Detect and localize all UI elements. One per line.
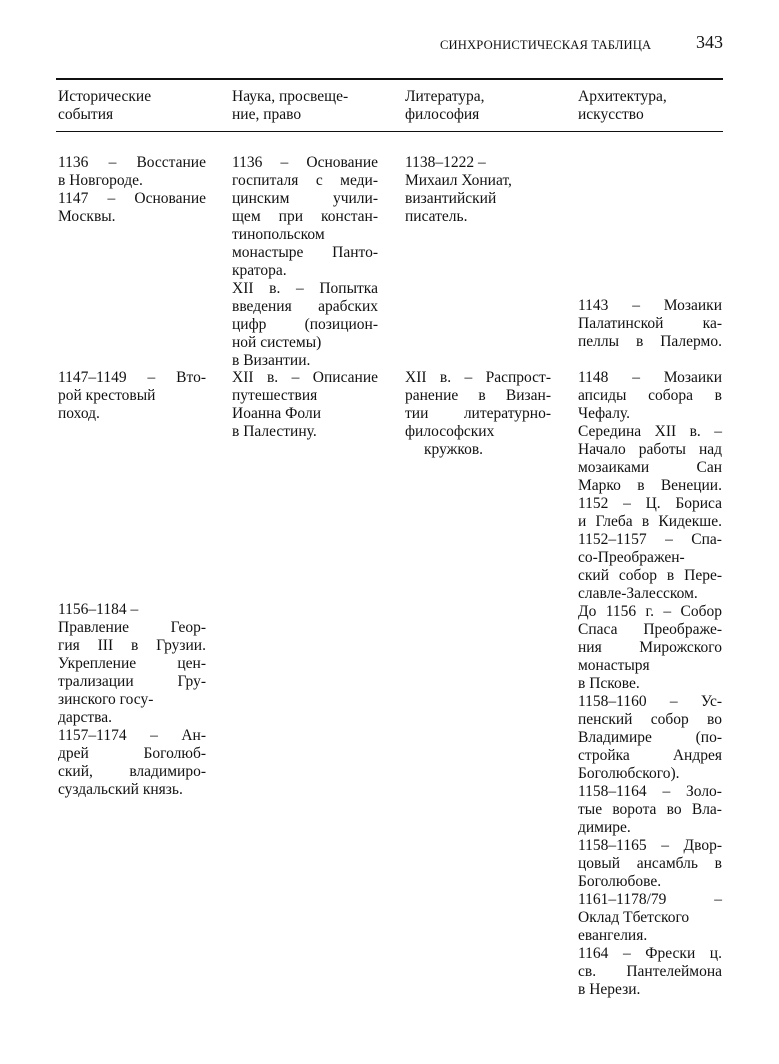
table-cell-line: Начало работы над bbox=[578, 441, 722, 458]
table-cell-line: кружков. bbox=[424, 441, 484, 458]
table-cell-line: До 1156 г. – Собор bbox=[578, 603, 722, 620]
table-cell-line: 1156–1184 – bbox=[58, 601, 139, 618]
column-heading-line: философия bbox=[405, 106, 480, 123]
column-heading-literature-philosophy bbox=[405, 88, 485, 124]
table-cell-line: стройка Андрея bbox=[578, 747, 722, 764]
table-cell-line: 1158–1165 – Двор- bbox=[578, 837, 722, 854]
column-heading-science-law bbox=[232, 88, 348, 124]
column-heading-line: искусство bbox=[578, 106, 644, 123]
table-header-rule bbox=[56, 131, 723, 132]
running-title: СИНХРОНИСТИЧЕСКАЯ ТАБЛИЦА bbox=[440, 38, 652, 52]
table-cell-line: цовый ансамбль в bbox=[578, 855, 722, 872]
table-cell-line: 1158–1160 – Ус- bbox=[578, 693, 722, 710]
table-cell-line: введения арабских bbox=[232, 298, 378, 315]
table-cell-line: димире. bbox=[578, 819, 631, 836]
column-heading-line: Наука, просвеще- bbox=[232, 88, 349, 105]
table-cell-line: дрей Боголюб- bbox=[58, 745, 206, 762]
table-cell-line: ский, владимиро- bbox=[58, 763, 206, 780]
table-cell-line: XII в. – Распрост- bbox=[405, 369, 551, 386]
table-cell-line: монастыря bbox=[578, 657, 650, 674]
table-cell-literature-2 bbox=[405, 369, 551, 459]
table-cell-line: Иоанна Фоли bbox=[232, 405, 321, 422]
column-heading-historical-events bbox=[58, 88, 151, 124]
table-cell-line: ранение в Визан- bbox=[405, 387, 551, 404]
table-cell-line: Укрепление цен- bbox=[58, 655, 206, 672]
table-cell-line: мозаиками Сан bbox=[578, 459, 722, 476]
running-head bbox=[440, 32, 725, 54]
table-cell-line: 1136 – Восстание bbox=[58, 154, 206, 171]
table-cell-line: 1136 – Основание bbox=[232, 154, 378, 171]
table-cell-line: 1158–1164 – Золо- bbox=[578, 783, 722, 800]
table-cell-line: зинского госу- bbox=[58, 691, 154, 708]
table-cell-historical-3 bbox=[58, 601, 206, 799]
table-cell-line: 1143 – Мозаики bbox=[578, 297, 722, 314]
table-cell-line: 1147 – Основание bbox=[58, 190, 206, 207]
column-heading-line: ние, право bbox=[232, 106, 302, 123]
table-cell-line: цинским учили- bbox=[232, 190, 378, 207]
table-cell-line: Спаса Преображе- bbox=[578, 621, 722, 638]
table-cell-line: тии литературно- bbox=[405, 405, 551, 422]
table-cell-line: Чефалу. bbox=[578, 405, 631, 422]
table-cell-line: 1138–1222 – bbox=[405, 154, 486, 171]
table-cell-art-1 bbox=[578, 297, 722, 351]
table-cell-line: монастыре Панто- bbox=[232, 244, 378, 261]
table-cell-line: Оклад Тбетского bbox=[578, 909, 690, 926]
table-cell-line: ной системы) bbox=[232, 334, 322, 351]
table-cell-line: 1152–1157 – Спа- bbox=[578, 531, 722, 548]
table-cell-line: св. Пантелеймона bbox=[578, 963, 722, 980]
table-cell-historical-2 bbox=[58, 369, 206, 423]
table-cell-line: Боголюбове. bbox=[578, 873, 662, 890]
table-cell-line: поход. bbox=[58, 405, 100, 422]
table-cell-line: тые ворота во Вла- bbox=[578, 801, 722, 818]
table-cell-line: цифр (позицион- bbox=[232, 316, 378, 333]
table-cell-art-2 bbox=[578, 369, 722, 999]
table-cell-line: 1152 – Ц. Бориса bbox=[578, 495, 722, 512]
table-cell-line: 1161–1178/79 – bbox=[578, 891, 722, 908]
table-cell-line: XII в. – Попытка bbox=[232, 280, 378, 297]
table-cell-line: XII в. – Описание bbox=[232, 369, 378, 386]
table-cell-line: Владимире (по- bbox=[578, 729, 722, 746]
table-cell-line: славле-Залесском. bbox=[578, 585, 698, 602]
table-cell-line: писатель. bbox=[405, 208, 468, 225]
column-heading-line: Литература, bbox=[405, 88, 485, 105]
table-cell-line: ния Мирожского bbox=[578, 639, 722, 656]
table-cell-line: Боголюбского). bbox=[578, 765, 680, 782]
table-cell-line: 1157–1174 – Ан- bbox=[58, 727, 206, 744]
table-cell-science-2 bbox=[232, 369, 378, 441]
table-cell-line: суздальский князь. bbox=[58, 781, 183, 798]
table-cell-line: в Новгороде. bbox=[58, 172, 143, 189]
table-cell-line: в Пскове. bbox=[578, 675, 640, 692]
table-cell-line: пеллы в Палермо. bbox=[578, 333, 722, 350]
table-cell-line: Палатинской ка- bbox=[578, 315, 722, 332]
table-cell-line: Марко в Венеции. bbox=[578, 477, 722, 494]
column-heading-line: Архитектура, bbox=[578, 88, 667, 105]
table-cell-literature-1 bbox=[405, 154, 512, 226]
table-cell-line: рой крестовый bbox=[58, 387, 156, 404]
table-cell-line: евангелия. bbox=[578, 927, 648, 944]
table-cell-line: 1148 – Мозаики bbox=[578, 369, 722, 386]
table-cell-line: путешествия bbox=[232, 387, 318, 404]
table-cell-line: апсиды собора в bbox=[578, 387, 722, 404]
table-cell-line: философских bbox=[405, 423, 495, 440]
page-number: 343 bbox=[696, 32, 723, 52]
table-cell-line: 1147–1149 – Вто- bbox=[58, 369, 206, 386]
column-heading-line: события bbox=[58, 106, 114, 123]
table-cell-line: Правление Геор- bbox=[58, 619, 206, 636]
table-cell-line: дарства. bbox=[58, 709, 113, 726]
table-cell-line: гия III в Грузии. bbox=[58, 637, 206, 654]
table-cell-line: щем при констан- bbox=[232, 208, 378, 225]
table-top-rule bbox=[56, 78, 723, 80]
table-cell-line: пенский собор во bbox=[578, 711, 722, 728]
table-cell-line: тинопольском bbox=[232, 226, 325, 243]
table-cell-line: византийский bbox=[405, 190, 497, 207]
table-cell-line: в Византии. bbox=[232, 352, 311, 369]
table-cell-line: и Глеба в Кидекше. bbox=[578, 513, 722, 530]
table-cell-line: в Нерези. bbox=[578, 981, 641, 998]
column-heading-architecture-art bbox=[578, 88, 667, 124]
table-cell-historical-1 bbox=[58, 154, 206, 226]
table-cell-line: кратора. bbox=[232, 262, 287, 279]
table-cell-line: со-Преображен- bbox=[578, 549, 685, 566]
table-cell-line: госпиталя с меди- bbox=[232, 172, 378, 189]
table-cell-science-1 bbox=[232, 154, 378, 370]
table-cell-line: Середина XII в. – bbox=[578, 423, 722, 440]
table-cell-line: трализации Гру- bbox=[58, 673, 206, 690]
table-cell-line: Михаил Хониат, bbox=[405, 172, 512, 189]
table-cell-line: ский собор в Пере- bbox=[578, 567, 722, 584]
table-cell-line: в Палестину. bbox=[232, 423, 317, 440]
table-cell-line: 1164 – Фрески ц. bbox=[578, 945, 722, 962]
table-cell-line: Москвы. bbox=[58, 208, 116, 225]
column-heading-line: Исторические bbox=[58, 88, 152, 105]
